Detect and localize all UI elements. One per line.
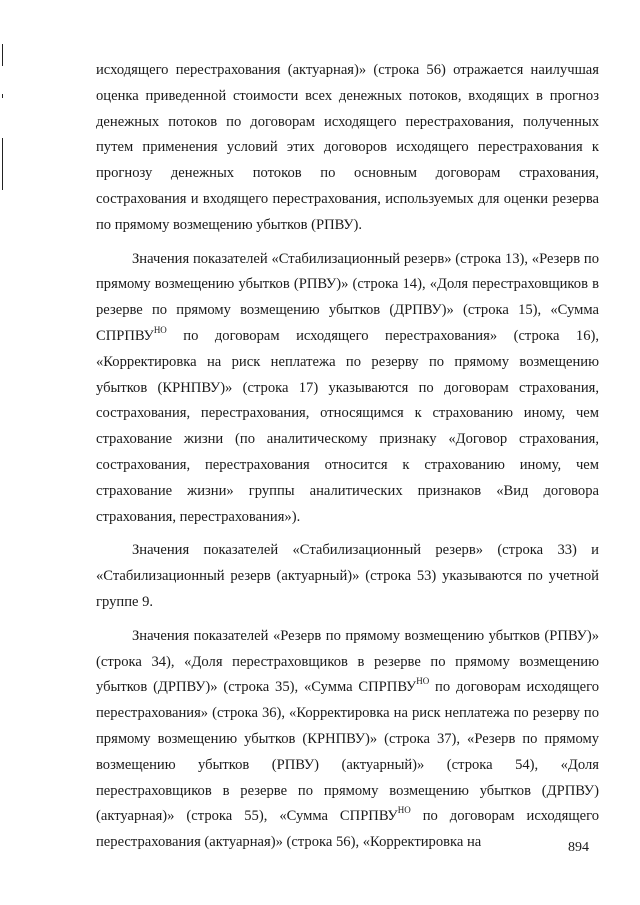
- document-page: [96, 58, 599, 856]
- superscript-text: НО: [153, 325, 167, 336]
- paragraph-1: [96, 58, 599, 239]
- paragraph-4: [96, 624, 599, 856]
- paragraph-text: Значения показателей «Резерв по прямому возмещению убытков (РПВУ)» (строка 34), «Доля перестраховщиков в резерве по прямому возмещению убытков (ДРПВУ)» (строка 35), «Сумма СПРПВУ: [96, 627, 599, 696]
- superscript-text: НО: [416, 676, 430, 687]
- margin-mark-top: [2, 44, 3, 66]
- superscript-text: НО: [397, 805, 411, 816]
- margin-mark-middle: [2, 94, 3, 98]
- paragraph-text: по договорам исходящего перестрахования» (строка 36), «Корректировка на риск неплатежа по резерву по прямому возмещению убытков (КРНПВУ)» (строка 37), «Резерв по прямому возмещению убытков (РПВУ) (актуарный)» (строка 54), «Доля перестраховщиков в резерве по прямому возмещению убытков (ДРПВУ) (актуарная)» (строка 55), «Сумма СПРПВУ: [96, 679, 599, 825]
- paragraph-3: [96, 538, 599, 615]
- paragraph-2: [96, 247, 599, 531]
- page-number: 894: [568, 840, 589, 855]
- paragraph-text: исходящего перестрахования (актуарная)» (строка 56) отражается наилучшая оценка приведенной стоимости всех денежных потоков, входящих в прогноз денежных потоков по договорам исходящего перестрахования, полученных путем применения условий этих договоров исходящего перестрахования к прогнозу денежных потоков по основным договорам страхования, сострахования и входящего перестрахования, используемых для оценки резерва по прямому возмещению убытков (РПВУ).: [96, 62, 599, 233]
- paragraph-text: по договорам исходящего перестрахования (актуарная)» (строка 56), «Корректировка на: [96, 808, 599, 851]
- paragraph-text: Значения показателей «Стабилизационный резерв» (строка 13), «Резерв по прямому возмещению убытков (РПВУ)» (строка 14), «Доля перестраховщиков в резерве по прямому возмещению убытков (ДРПВУ)» (строка 15), «Сумма СПРПВУ: [96, 250, 599, 344]
- paragraph-text: по договорам исходящего перестрахования» (строка 16), «Корректировка на риск неплатежа по резерву по прямому возмещению убытков (КРНПВУ)» (строка 17) указываются по договорам страхования, сострахования, перестрахования, относящимся к страхованию иному, чем страхование жизни (по аналитическому признаку «Договор страхования, сострахования, перестрахования относится к страхованию иному, чем страхование жизни» группы аналитических признаков «Вид договора страхования, перестрахования»).: [96, 327, 599, 525]
- margin-mark-bottom: [2, 138, 3, 190]
- paragraph-text: Значения показателей «Стабилизационный резерв» (строка 33) и «Стабилизационный резерв (актуарный)» (строка 53) указываются по учетной группе 9.: [96, 542, 599, 610]
